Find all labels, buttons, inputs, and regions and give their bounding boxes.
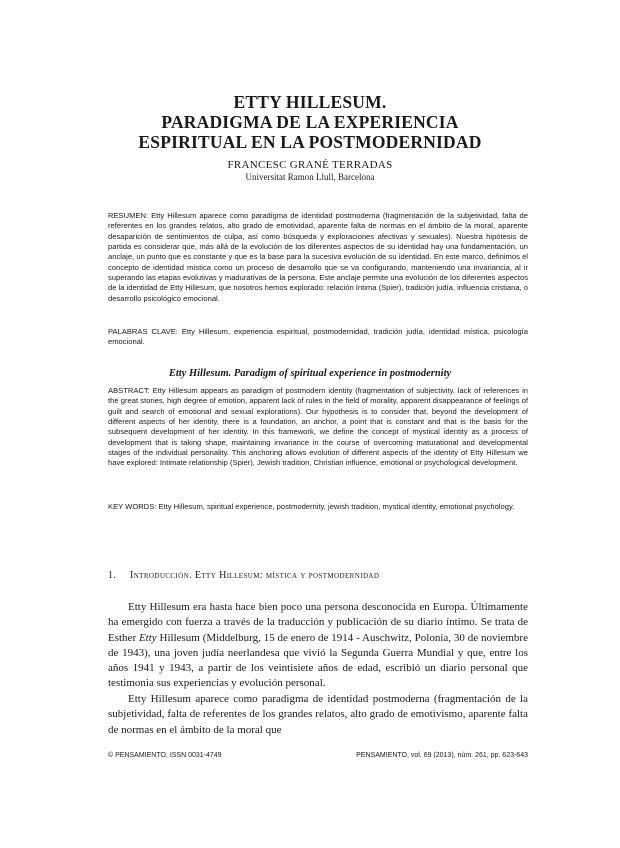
footer-citation: PENSAMIENTO, vol. 69 (2013), núm. 261, pp. 623-643 bbox=[356, 752, 528, 759]
palabras-clave: PALABRAS CLAVE: Etty Hillesum, experiencia espiritual, postmodernidad, tradición judía, identidad mística, psicología emocional. bbox=[108, 327, 528, 347]
paper-title-line-1: ETTY HILLESUM. bbox=[233, 92, 387, 112]
section-number: 1. bbox=[108, 570, 117, 581]
section-title: Introducción. Etty Hillesum: mística y postmodernidad bbox=[130, 570, 380, 581]
resumen-paragraph: RESUMEN: Etty Hillesum aparece como paradigma de identidad postmoderna (fragmentación de la subjetividad, falta de referentes en los grandes relatos, alto grado de emotividad, aparente falta de normas en el ámbito de la moral, aparente desaparición de sentimientos de culpa, así como búsqueda y exploraciones afectivas y sexuales). Nuestra hipótesis de partida es considerar que, más allá de la evolución de los diferentes aspectos de su identidad hay una fundamentación, un anclaje, un punto que es constante y que es la base para la sucesiva evolución de su identidad. En este marco, definimos el concepto de identidad mística como un proceso de desarrollo que se va configurando, manteniendo una invariancia, al ir superando las etapas evolutivas y maduratívas de la persona. Este anclaje permite una evolución de los diferentes aspectos de la identidad de Etty Hillesum, que nosotros hemos explorado: relación íntima (Spier), tradición judía, influencia cristiana, o desarrollo psicológico emocional. bbox=[108, 211, 528, 303]
italic-name: Etty bbox=[138, 631, 157, 644]
footer-issn: © PENSAMIENTO, ISSN 0031-4749 bbox=[108, 752, 222, 759]
section-heading bbox=[108, 570, 528, 581]
english-title: Etty Hillesum. Paradigm of spiritual experience in postmodernity bbox=[168, 368, 452, 379]
body-paragraph-1: Etty Hillesum era hasta hace bien poco una persona desconocida en Europa. Últimamente ha emergido con fuerza a través de la traducción y publicación de su diario íntimo. Se trata de Esther Etty Hillesum (Middelburg, 15 de enero de 1914 - Auschwitz, Polonia, 30 de noviembre de 1943), una joven judía neerlandesa que vivió la Segunda Guerra Mundial y que, entre los años 1941 y 1943, a partir de los veintisiete años de edad, escribió un diario personal que testimonia sus experiencias y evolución personal. bbox=[108, 601, 528, 690]
paper-title-line-3: ESPIRITUAL EN LA POSTMODERNIDAD bbox=[138, 132, 482, 152]
body-paragraph-2: Etty Hillesum aparece como paradigma de identidad postmoderna (fragmentación de la subjetividad, falta de referentes de los grandes relatos, alto grado de emotivismo, aparente falta de normas en el ámbito de la moral que bbox=[108, 693, 528, 736]
author-affiliation: Universitat Ramon Llull, Barcelona bbox=[245, 172, 375, 182]
abstract-paragraph: ABSTRACT: Etty Hillesum appears as paradigm of postmodern identity (fragmentation of subjectivity, lack of references in the great stories, high degree of emotion, apparent lack of rules in the field of morality, apparent disappearance of feelings of guilt and search of emotional and sexual explorations). Our hypothesis is to consider that, beyond the development of different aspects of her identity, there is a foundation, an anchor, a point that is constant and that is the basis for the subsequent development of her identity. In this framework, we define the concept of mystical identity as a process of development that is taking shape, maintaining invariance in the course of overcoming maturational and developmental stages of the individual personality. This anchoring allows evolution of different aspects of the identity of Etty Hillesum we have explored: Intimate relationship (Spier), Jewish tradition, Christian influence, emotional or psychological development. bbox=[108, 386, 528, 468]
author-name: FRANCESC GRANÉ TERRADAS bbox=[227, 159, 393, 171]
key-words: KEY WORDS: Etty Hillesum, spiritual experience, postmodernity, jewish tradition, mystical identity, emotional psychology. bbox=[108, 502, 515, 511]
paper-title-line-2: PARADIGMA DE LA EXPERIENCIA bbox=[161, 112, 459, 132]
